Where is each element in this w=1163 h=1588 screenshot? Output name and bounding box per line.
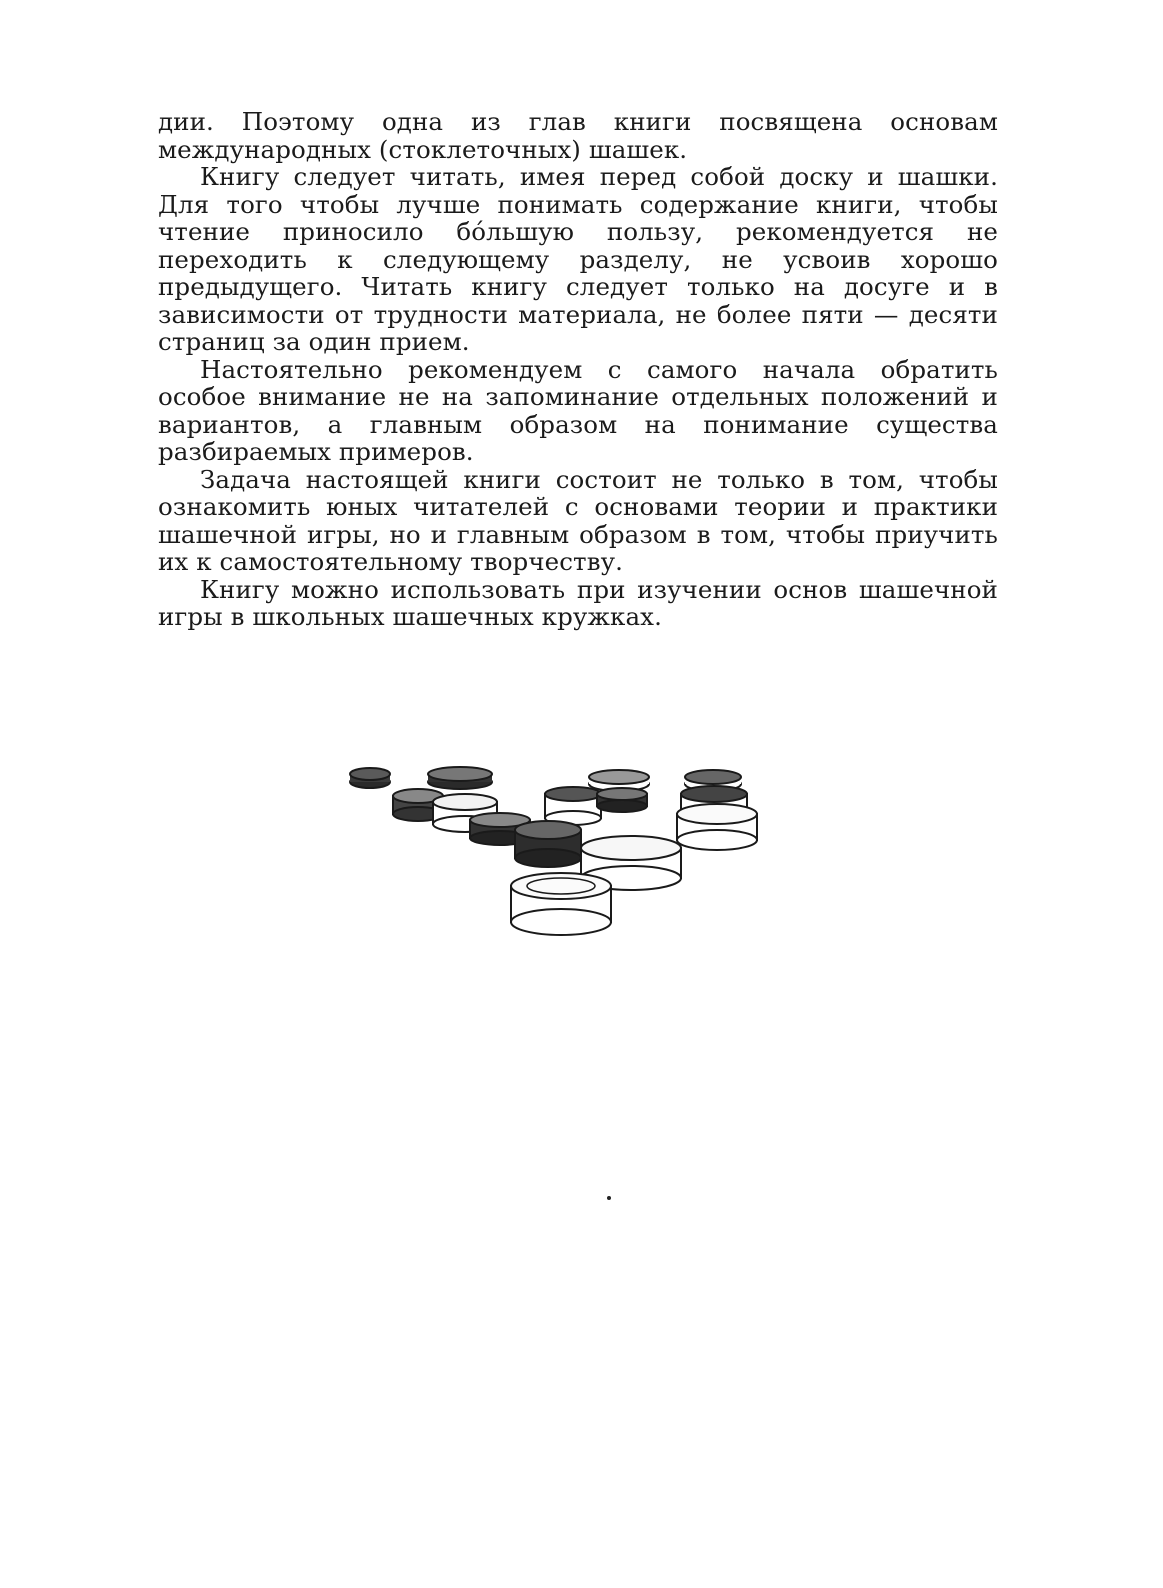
body-text [158, 108, 998, 631]
checker-piece [350, 768, 390, 788]
checker-piece [511, 873, 611, 935]
checker-piece [545, 787, 601, 825]
paragraph-4: Задача настоящей книги состоит не только в том, чтобы ознакомить юных читателей с основами теории и практики шашечной игры, но и главным образом в том, чтобы приучить их к самостоятельному творчеству. [158, 464, 998, 576]
checkers-pieces-icon [335, 760, 815, 940]
paragraph-3: Настоятельно рекомендуем с самого начала обратить особое внимание не на запоминание отдельных положений и вариантов, а главным образом на понимание существа разбираемых примеров. [158, 354, 998, 466]
paragraph-5: Книгу можно использовать при изучении основ шашечной игры в школьных шашечных кружках. [158, 574, 998, 631]
checker-piece [515, 821, 581, 867]
checker-piece [597, 788, 647, 812]
page-mark [607, 1196, 611, 1200]
paragraph-1: дии. Поэтому одна из глав книги посвящена основам международных (стоклеточных) шашек. [158, 107, 998, 164]
paragraph-2: Книгу следует читать, имея перед собой доску и шашки. Для того чтобы лучше понимать содержание книги, чтобы чтение приносило бóльшую пользу, рекомендуется не переходить к следующему разделу, не усвоив хорошо предыдущего. Читать книгу следует только на досуге и в зависимости от трудности материала, не более пяти — десяти страниц за один прием. [158, 162, 998, 356]
checker-piece [428, 767, 492, 789]
checker-piece [677, 804, 757, 850]
